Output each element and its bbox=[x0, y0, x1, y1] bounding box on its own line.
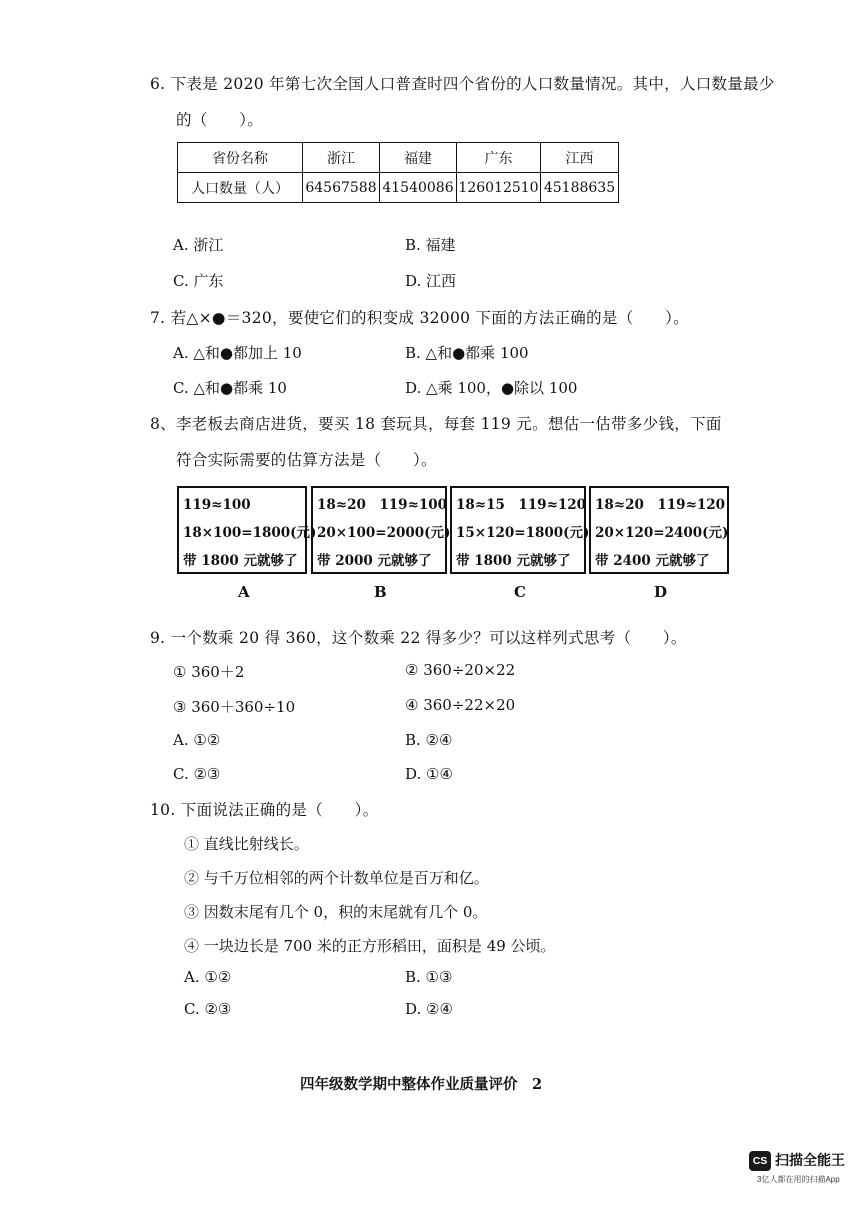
table-row bbox=[178, 173, 619, 203]
q8-stem-line1: 8、李老板去商店进货，要买 18 套玩具，每套 119 元。想估一估带多少钱，下面 bbox=[150, 415, 722, 433]
box-label-c: C bbox=[514, 583, 526, 601]
q10-item-1: ① 直线比射线长。 bbox=[184, 835, 309, 853]
estimate-line: 带 2000 元就够了 bbox=[317, 553, 432, 569]
q7-option-b: B. △和●都乘 100 bbox=[405, 344, 529, 362]
estimate-line: 18×100=1800(元) bbox=[183, 525, 317, 541]
estimate-line: 15×120=1800(元) bbox=[456, 525, 590, 541]
page-footer: 四年级数学期中整体作业质量评价 2 bbox=[300, 1076, 543, 1093]
q10-item-3: ③ 因数末尾有几个 0，积的末尾就有几个 0。 bbox=[184, 903, 488, 921]
q7-option-a: A. △和●都加上 10 bbox=[173, 344, 302, 362]
estimate-line: 20×100=2000(元) bbox=[317, 525, 451, 541]
box-label-d: D bbox=[654, 583, 668, 601]
q6-stem-line1: 6. 下表是 2020 年第七次全国人口普查时四个省份的人口数量情况。其中，人口数量最少 bbox=[150, 75, 775, 93]
q9-option-b: B. ②④ bbox=[405, 731, 453, 749]
table-cell: 人口数量（人） bbox=[178, 173, 303, 203]
q7-option-d: D. △乘 100，●除以 100 bbox=[405, 379, 578, 397]
estimate-line: 带 1800 元就够了 bbox=[456, 553, 571, 569]
q9-option-d: D. ①④ bbox=[405, 765, 453, 783]
q9-item-4: ④ 360÷22×20 bbox=[405, 696, 516, 714]
watermark-subtitle: 3亿人都在用的扫描App bbox=[757, 1175, 840, 1184]
q10-option-c: C. ②③ bbox=[184, 1000, 232, 1018]
q6-option-a: A. 浙江 bbox=[173, 236, 224, 254]
box-label-a: A bbox=[238, 583, 250, 601]
estimate-line: 18≈20 119≈120 bbox=[595, 497, 726, 513]
q9-item-2: ② 360÷20×22 bbox=[405, 661, 516, 679]
estimate-line: 119≈100 bbox=[183, 497, 251, 513]
table-cell: 福建 bbox=[380, 143, 457, 173]
table-cell: 45188635 bbox=[541, 173, 619, 203]
q10-stem: 10. 下面说法正确的是（ ）。 bbox=[150, 801, 379, 819]
table-cell: 浙江 bbox=[303, 143, 380, 173]
table-cell: 64567588 bbox=[303, 173, 380, 203]
estimate-line: 带 1800 元就够了 bbox=[183, 553, 298, 569]
estimate-box-a bbox=[177, 486, 317, 574]
q7-stem: 7. 若△×●＝320，要使它们的积变成 32000 下面的方法正确的是（ ）。 bbox=[150, 309, 689, 327]
q9-option-a: A. ①② bbox=[173, 731, 221, 749]
q9-item-3: ③ 360＋360÷10 bbox=[173, 698, 296, 716]
q6-stem-line2: 的（ ）。 bbox=[176, 111, 264, 129]
q10-item-4: ④ 一块边长是 700 米的正方形稻田，面积是 49 公顷。 bbox=[184, 937, 556, 955]
q9-item-1: ① 360＋2 bbox=[173, 663, 245, 681]
q7-option-c: C. △和●都乘 10 bbox=[173, 379, 287, 397]
camscanner-logo-icon: CS bbox=[749, 1151, 771, 1171]
estimate-box-d bbox=[589, 486, 729, 574]
q6-option-d: D. 江西 bbox=[405, 272, 457, 290]
q8-stem-line2: 符合实际需要的估算方法是（ ）。 bbox=[176, 451, 437, 469]
table-cell: 41540086 bbox=[380, 173, 457, 203]
table-cell: 126012510 bbox=[457, 173, 541, 203]
watermark-name: 扫描全能王 bbox=[775, 1152, 845, 1168]
q10-item-2: ② 与千万位相邻的两个计数单位是百万和亿。 bbox=[184, 869, 489, 887]
q10-option-a: A. ①② bbox=[184, 968, 232, 986]
estimate-line: 18≈15 119≈120 bbox=[456, 497, 587, 513]
q10-option-b: B. ①③ bbox=[405, 968, 453, 986]
q9-stem: 9. 一个数乘 20 得 360，这个数乘 22 得多少？可以这样列式思考（ ）。 bbox=[150, 629, 687, 647]
table-cell: 省份名称 bbox=[178, 143, 303, 173]
estimate-line: 18≈20 119≈100 bbox=[317, 497, 448, 513]
q9-option-c: C. ②③ bbox=[173, 765, 221, 783]
estimate-line: 20×120=2400(元) bbox=[595, 525, 729, 541]
estimate-box-c bbox=[450, 486, 590, 574]
estimate-line: 带 2400 元就够了 bbox=[595, 553, 710, 569]
table-header-row bbox=[178, 143, 619, 173]
q10-option-d: D. ②④ bbox=[405, 1000, 453, 1018]
table-cell: 广东 bbox=[457, 143, 541, 173]
q6-option-c: C. 广东 bbox=[173, 272, 224, 290]
estimate-box-b bbox=[311, 486, 451, 574]
box-label-b: B bbox=[374, 583, 387, 601]
table-cell: 江西 bbox=[541, 143, 619, 173]
population-table bbox=[177, 142, 619, 203]
q6-option-b: B. 福建 bbox=[405, 236, 456, 254]
